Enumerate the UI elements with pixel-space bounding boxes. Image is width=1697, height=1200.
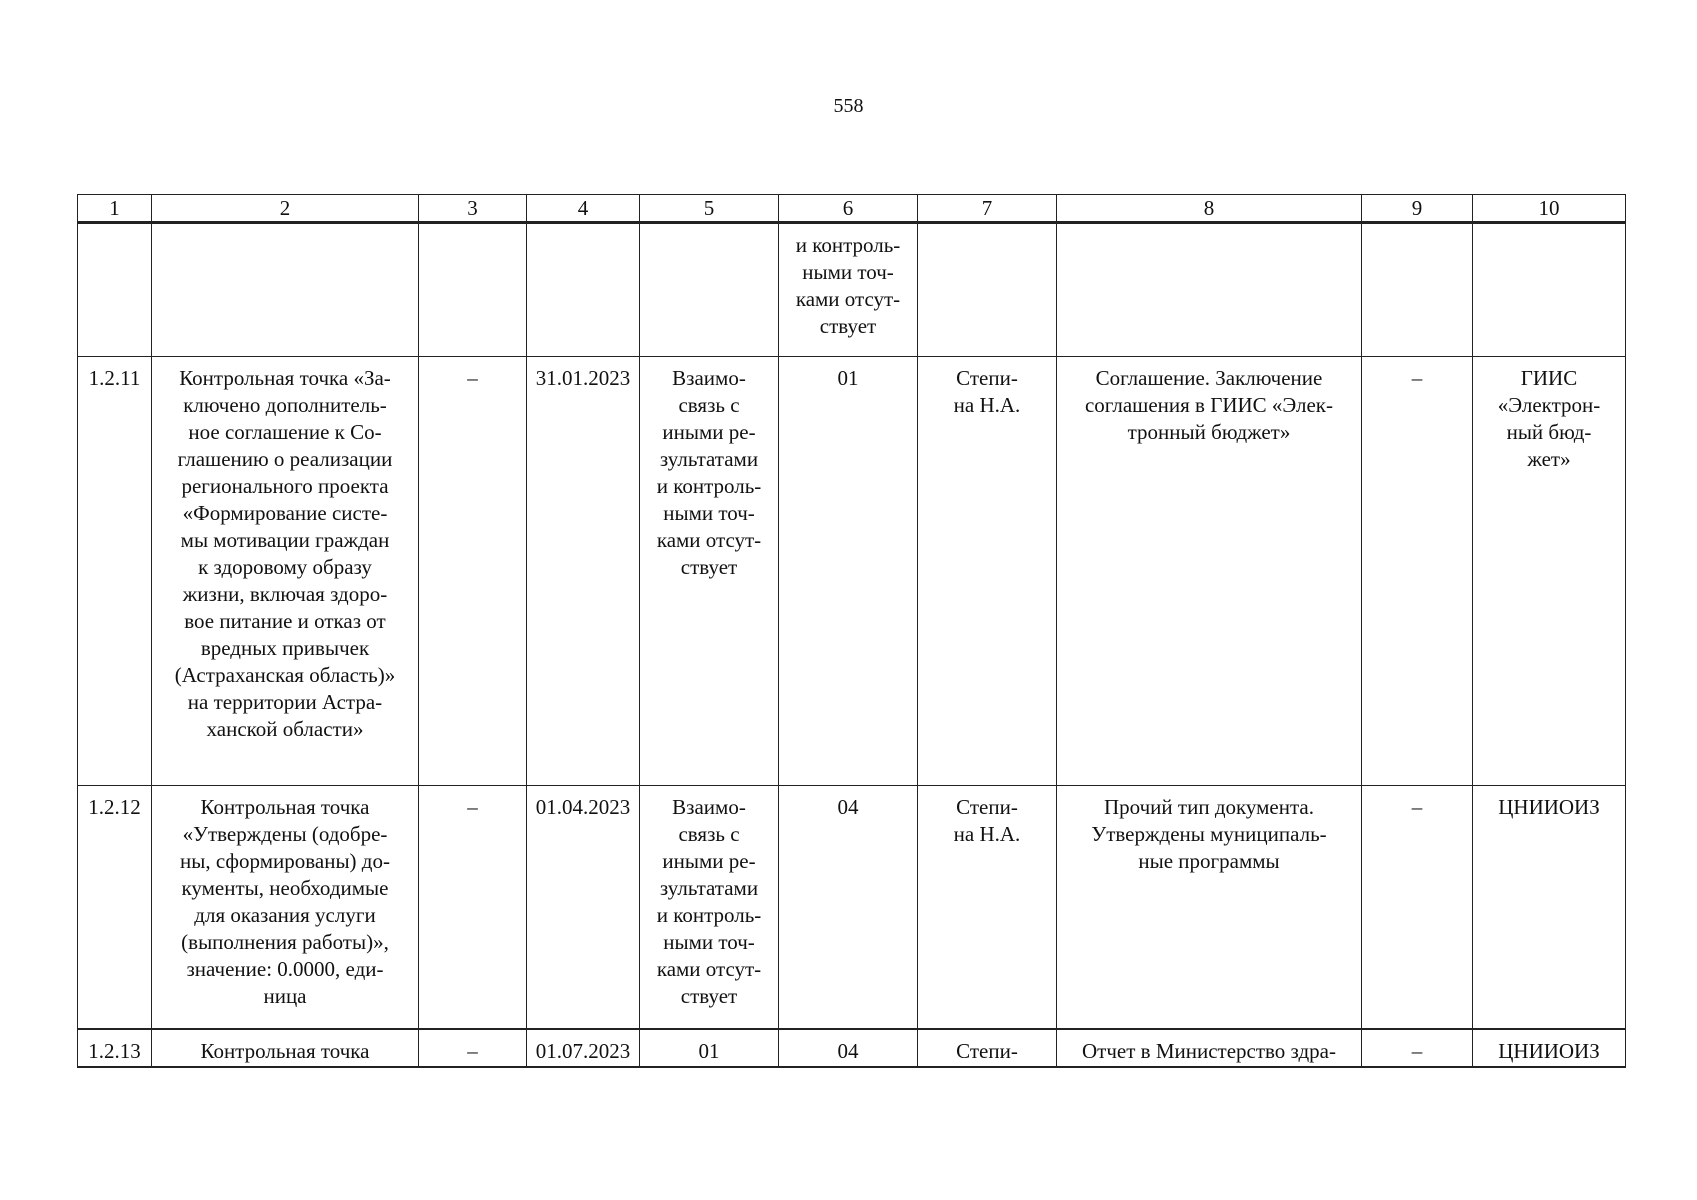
cell-due-date: 01.04.2023 — [527, 786, 640, 1030]
cell-column-9-value: – — [1362, 786, 1473, 1030]
cell-document-description: Соглашение. Заключение соглашения в ГИИС «Элек- тронный бюджет» — [1057, 357, 1362, 786]
column-header: 8 — [1057, 195, 1362, 223]
cell-base-value: – — [419, 1029, 527, 1067]
column-header: 2 — [152, 195, 419, 223]
cell-due-date: 31.01.2023 — [527, 357, 640, 786]
cell-due-date — [527, 223, 640, 357]
document-table — [77, 194, 1626, 1068]
cell-item-name: Контрольная точка «За- ключено дополнитель- ное соглашение к Со- глашению о реализации регионального проекта «Формирование систе- мы мотивации граждан к здоровому образу жизни, включая здоро- вое питание и отказ от вредных привычек (Астраханская область)» на территории Астра- ханской области» — [152, 357, 419, 786]
column-header: 4 — [527, 195, 640, 223]
column-header: 5 — [640, 195, 779, 223]
table-row — [78, 786, 1626, 1030]
cell-document-description: Отчет в Министерство здра- — [1057, 1029, 1362, 1067]
table-row — [78, 357, 1626, 786]
cell-responsible-person: Степи- на Н.А. — [918, 357, 1057, 786]
cell-row-number: 1.2.12 — [78, 786, 152, 1030]
cell-responsible-person: Степи- на Н.А. — [918, 786, 1057, 1030]
cell-relationship: Взаимо- связь с иными ре- зультатами и контроль- ными точ- ками отсут- ствует — [640, 786, 779, 1030]
cell-relationship: Взаимо- связь с иными ре- зультатами и контроль- ными точ- ками отсут- ствует — [640, 357, 779, 786]
cell-information-system: ЦНИИОИЗ — [1473, 1029, 1626, 1067]
cell-base-value: – — [419, 357, 527, 786]
table-row — [78, 1029, 1626, 1067]
cell-item-name — [152, 223, 419, 357]
column-header: 3 — [419, 195, 527, 223]
cell-document-description: Прочий тип документа. Утверждены муниципаль- ные программы — [1057, 786, 1362, 1030]
cell-row-number — [78, 223, 152, 357]
cell-information-system: ЦНИИОИЗ — [1473, 786, 1626, 1030]
cell-document-description — [1057, 223, 1362, 357]
column-header: 1 — [78, 195, 152, 223]
cell-row-number: 1.2.13 — [78, 1029, 152, 1067]
cell-column-9-value — [1362, 223, 1473, 357]
column-header: 10 — [1473, 195, 1626, 223]
cell-column-9-value: – — [1362, 357, 1473, 786]
cell-relationship — [640, 223, 779, 357]
cell-due-date: 01.07.2023 — [527, 1029, 640, 1067]
cell-responsible-person: Степи- — [918, 1029, 1057, 1067]
column-header: 6 — [779, 195, 918, 223]
column-header: 9 — [1362, 195, 1473, 223]
cell-type-code: 04 — [779, 786, 918, 1030]
cell-type-code: 04 — [779, 1029, 918, 1067]
header-row — [78, 195, 1626, 223]
cell-responsible-person — [918, 223, 1057, 357]
cell-column-9-value: – — [1362, 1029, 1473, 1067]
cell-type-code: и контроль- ными точ- ками отсут- ствует — [779, 223, 918, 357]
cell-type-code: 01 — [779, 357, 918, 786]
cell-information-system: ГИИС «Электрон- ный бюд- жет» — [1473, 357, 1626, 786]
cell-item-name: Контрольная точка — [152, 1029, 419, 1067]
cell-base-value — [419, 223, 527, 357]
cell-information-system — [1473, 223, 1626, 357]
table-row — [78, 223, 1626, 357]
column-header: 7 — [918, 195, 1057, 223]
cell-relationship: 01 — [640, 1029, 779, 1067]
page-number: 558 — [833, 95, 864, 117]
cell-row-number: 1.2.11 — [78, 357, 152, 786]
cell-base-value: – — [419, 786, 527, 1030]
cell-item-name: Контрольная точка «Утверждены (одобре- ны, сформированы) до- кументы, необходимые для оказания услуги (выполнения работы)», значение: 0.0000, еди- ница — [152, 786, 419, 1030]
